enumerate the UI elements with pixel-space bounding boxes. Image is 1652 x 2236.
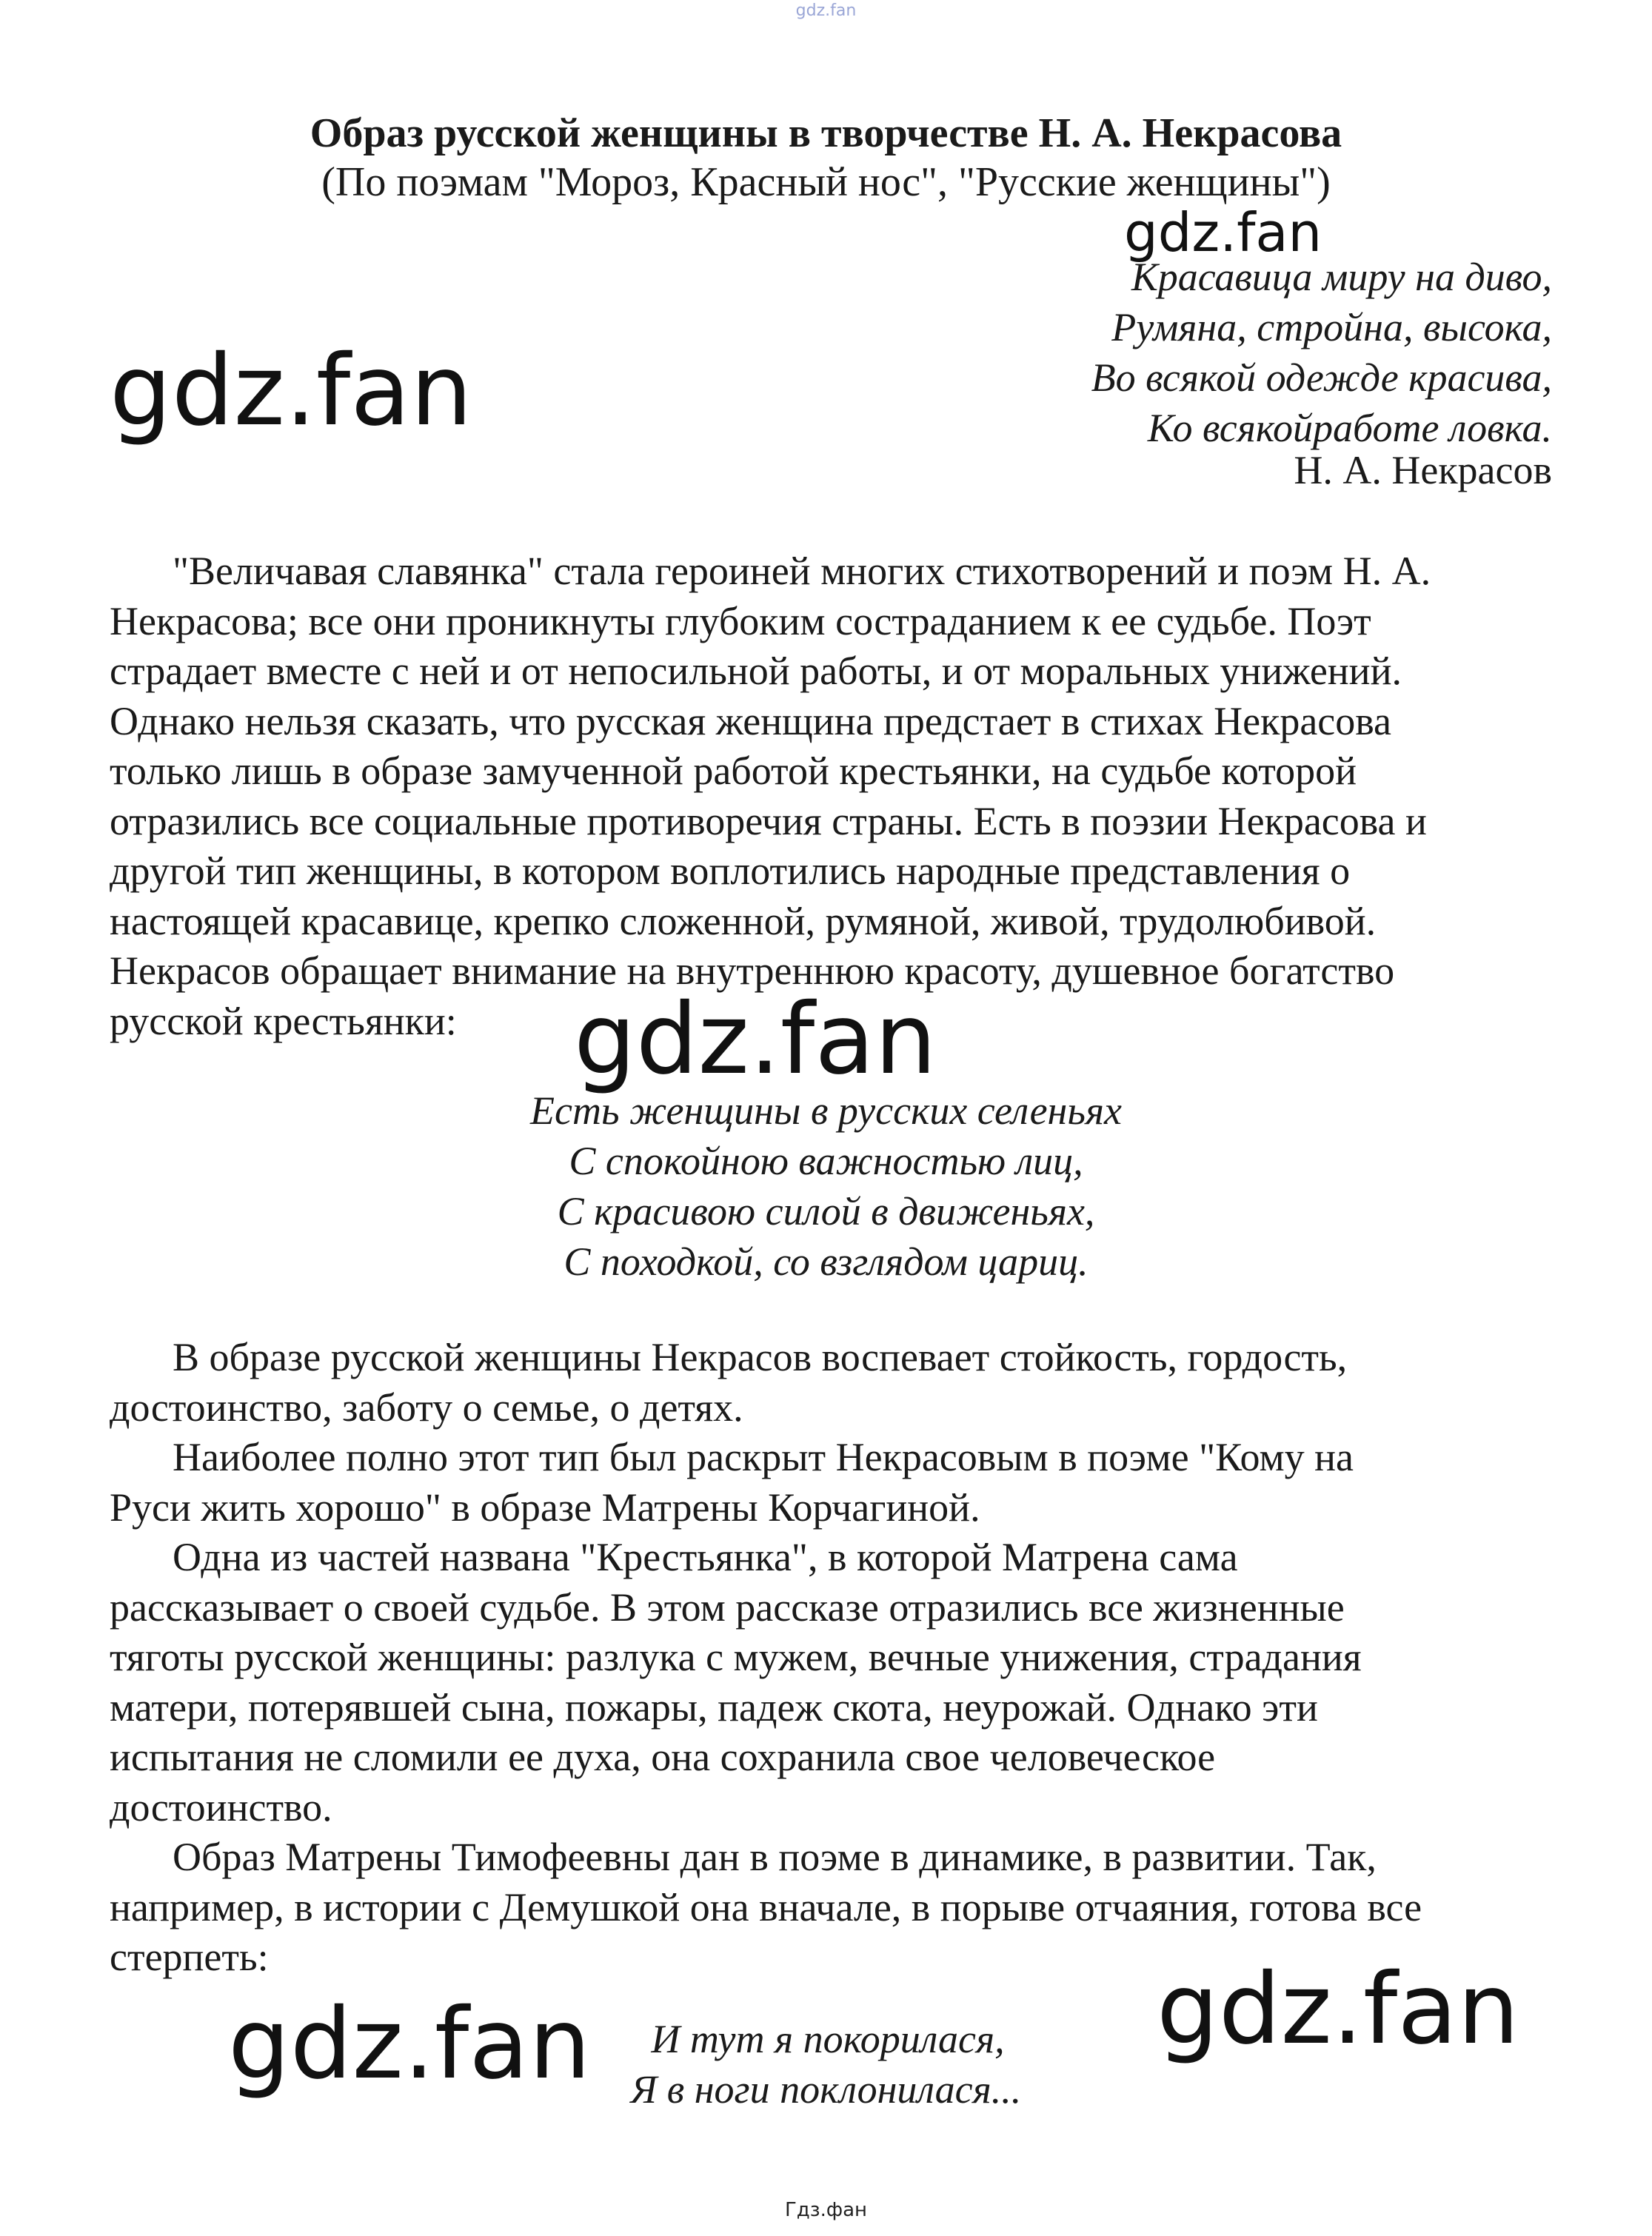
- paragraph-4: [110, 1533, 1546, 1832]
- paragraph-5: [110, 1832, 1546, 1983]
- text-line: тяготы русской женщины: разлука с мужем, вечные унижения, страдания: [110, 1635, 1362, 1679]
- text-line: только лишь в образе замученной работой крестьянки, на судьбе которой: [110, 749, 1357, 793]
- paragraph-1: [110, 546, 1546, 1046]
- verse-1: [0, 1085, 1652, 1287]
- text-line: русской крестьянки:: [110, 998, 457, 1043]
- verse-line: И тут я покорилася,: [651, 2017, 1005, 2061]
- epigraph-line: Румяна, стройна, высока,: [1111, 305, 1552, 349]
- text-line: "Величавая славянка" стала героиней многих стихотворений и поэм Н. А.: [173, 549, 1431, 593]
- verse-line: С спокойною важностью лиц,: [569, 1139, 1083, 1183]
- text-line: страдает вместе с ней и от непосильной работы, и от моральных унижений.: [110, 649, 1402, 693]
- text-line: стерпеть:: [110, 1935, 269, 1979]
- text-line: Одна из частей названа "Крестьянка", в которой Матрена сама: [173, 1535, 1238, 1579]
- text-line: достоинство.: [110, 1784, 332, 1830]
- epigraph: [1091, 252, 1552, 453]
- text-line: другой тип женщины, в котором воплотились народные представления о: [110, 848, 1351, 893]
- text-line: Образ Матрены Тимофеевны дан в поэме в динамике, в развитии. Так,: [173, 1835, 1377, 1879]
- verse-line: Я в ноги поклонилася...: [630, 2067, 1022, 2112]
- epigraph-line: Красавица миру на диво,: [1131, 255, 1552, 299]
- text-line: В образе русской женщины Некрасов воспевает стойкость, гордость,: [173, 1335, 1348, 1379]
- watermark-top-right: gdz.fan: [1124, 201, 1322, 264]
- paragraph-2: [110, 1333, 1546, 1433]
- text-line: Наиболее полно этот тип был раскрыт Некрасовым в поэме "Кому на: [173, 1435, 1354, 1479]
- text-line: рассказывает о своей судьбе. В этом рассказе отразились все жизненные: [110, 1584, 1345, 1630]
- epigraph-author: Н. А. Некрасов: [1294, 448, 1552, 492]
- text-line: например, в истории с Демушкой она вначале, в порыве отчаяния, готова все: [110, 1884, 1422, 1929]
- verse-line: Есть женщины в русских селеньях: [530, 1088, 1122, 1133]
- epigraph-line: Ко всякойработе ловка.: [1147, 406, 1552, 450]
- verse-line: С походкой, со взглядом цариц.: [564, 1239, 1088, 1284]
- top-watermark: gdz.fan: [795, 1, 857, 20]
- text-line: Руси жить хорошо" в образе Матрены Корчагиной.: [110, 1484, 980, 1530]
- verse-2: [0, 2014, 1652, 2115]
- watermark-middle: gdz.fan: [574, 983, 937, 1097]
- document-subtitle: (По поэмам "Мороз, Красный нос", "Русские женщины"): [321, 159, 1331, 205]
- footer-watermark: Гдз.фан: [784, 2199, 868, 2221]
- verse-line: С красивою силой в движеньях,: [557, 1189, 1095, 1234]
- document-title: Образ русской женщины в творчестве Н. А. Некрасова: [310, 110, 1342, 156]
- paragraph-3: [110, 1433, 1546, 1533]
- watermark-bottom-right: gdz.fan: [1157, 1952, 1519, 2066]
- text-line: матери, потерявшей сына, пожары, падеж скота, неурожай. Однако эти: [110, 1684, 1318, 1730]
- text-line: Некрасова; все они проникнуты глубоким состраданием к ее судьбе. Поэт: [110, 598, 1371, 643]
- epigraph-line: Во всякой одежде красива,: [1091, 355, 1552, 400]
- watermark-large-left: gdz.fan: [110, 334, 472, 448]
- watermark-bottom-left: gdz.fan: [228, 1987, 591, 2101]
- text-line: испытания не сломили ее духа, она сохранила свое человеческое: [110, 1735, 1216, 1779]
- text-line: достоинство, заботу о семье, о детях.: [110, 1385, 743, 1430]
- text-line: отразились все социальные противоречия страны. Есть в поэзии Некрасова и: [110, 798, 1427, 843]
- text-line: Однако нельзя сказать, что русская женщина предстает в стихах Некрасова: [110, 698, 1392, 743]
- text-line: Некрасов обращает внимание на внутреннюю красоту, душевное богатство: [110, 948, 1395, 993]
- text-line: настоящей красавице, крепко сложенной, румяной, живой, трудолюбивой.: [110, 898, 1377, 943]
